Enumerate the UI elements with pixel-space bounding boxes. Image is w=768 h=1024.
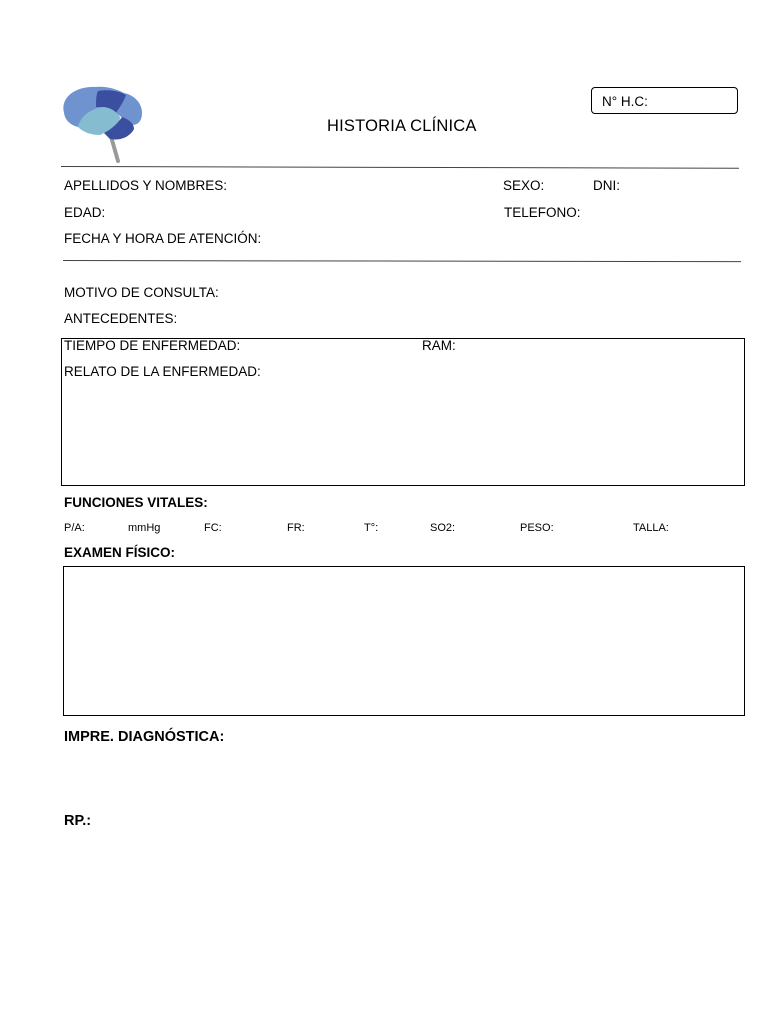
reason-label: MOTIVO DE CONSULTA: bbox=[64, 285, 219, 300]
ram-label: RAM: bbox=[422, 338, 456, 353]
illness-time-label: TIEMPO DE ENFERMEDAD: bbox=[64, 338, 241, 353]
weight-label: PESO: bbox=[520, 522, 554, 534]
dni-label: DNI: bbox=[593, 178, 620, 193]
fc-label: FC: bbox=[204, 522, 222, 534]
diagnosis-heading: IMPRE. DIAGNÓSTICA: bbox=[64, 729, 225, 745]
age-label: EDAD: bbox=[64, 205, 106, 220]
illness-box[interactable] bbox=[61, 338, 745, 486]
height-label: TALLA: bbox=[633, 522, 669, 534]
pa-unit: mmHg bbox=[128, 522, 161, 534]
name-label: APELLIDOS Y NOMBRES: bbox=[64, 178, 228, 193]
exam-heading: EXAMEN FÍSICO: bbox=[64, 545, 176, 560]
vitals-heading: FUNCIONES VITALES: bbox=[64, 495, 208, 510]
prescription-heading: RP.: bbox=[64, 813, 92, 829]
illness-story-label: RELATO DE LA ENFERMEDAD: bbox=[64, 364, 261, 379]
patient-divider bbox=[63, 260, 741, 262]
pa-label: P/A: bbox=[64, 522, 85, 534]
fr-label: FR: bbox=[287, 522, 305, 534]
header-divider bbox=[61, 166, 739, 169]
phone-label: TELEFONO: bbox=[504, 205, 581, 220]
exam-box[interactable] bbox=[63, 566, 745, 716]
datetime-label: FECHA Y HORA DE ATENCIÓN: bbox=[64, 231, 262, 246]
page-title: HISTORIA CLÍNICA bbox=[327, 117, 477, 135]
sex-label: SEXO: bbox=[503, 178, 545, 193]
history-label: ANTECEDENTES: bbox=[64, 311, 178, 326]
hc-number-label: N° H.C: bbox=[602, 94, 648, 109]
temp-label: T°: bbox=[364, 522, 379, 534]
so2-label: SO2: bbox=[430, 522, 456, 534]
brain-logo-icon bbox=[58, 83, 148, 165]
hc-number-field[interactable] bbox=[591, 87, 738, 114]
